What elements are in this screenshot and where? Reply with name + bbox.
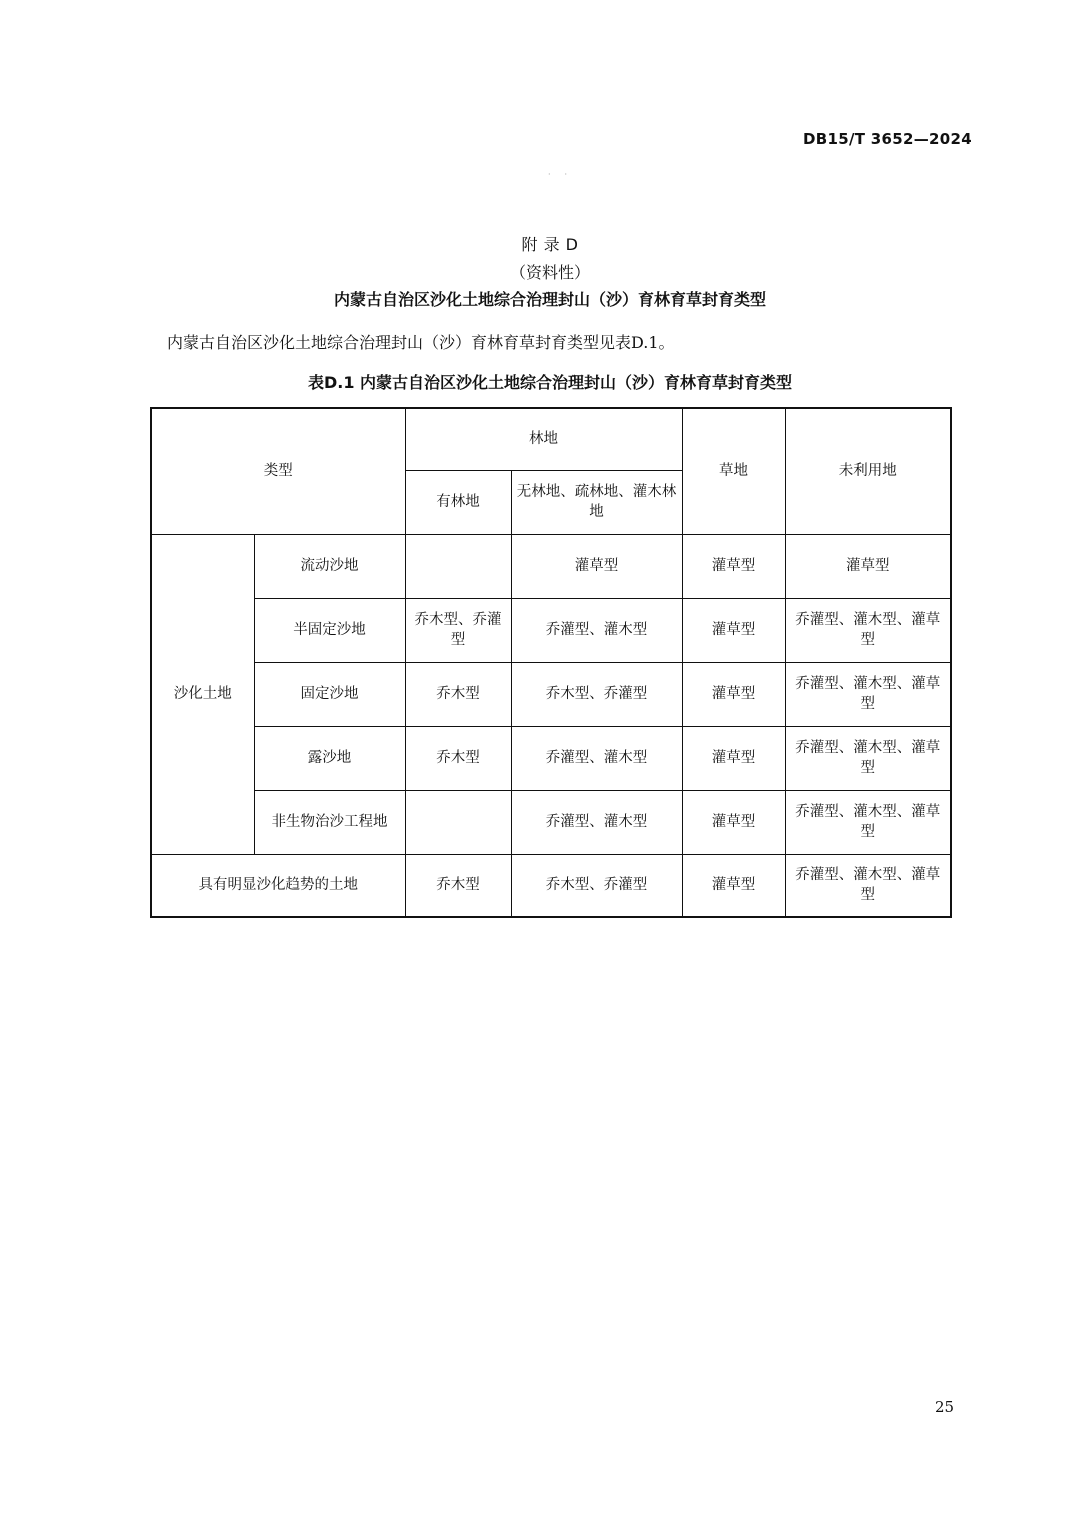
header-grassland: 草地: [682, 408, 785, 534]
row-name: 固定沙地: [254, 662, 405, 726]
enclosure-type-table: [150, 407, 952, 918]
cell-grassland: 灌草型: [682, 854, 785, 917]
cell-unused: 乔灌型、灌木型、灌草型: [785, 598, 951, 662]
appendix-title: 内蒙古自治区沙化土地综合治理封山（沙）育林育草封育类型: [333, 290, 766, 309]
appendix-nature: （资料性）: [509, 263, 590, 282]
row-name: 非生物治沙工程地: [254, 790, 405, 854]
cell-non-forested: 乔灌型、灌木型: [511, 726, 682, 790]
table-caption: 表D.1 内蒙古自治区沙化土地综合治理封山（沙）育林育草封育类型: [307, 373, 793, 392]
header-forest: 林地: [405, 408, 682, 470]
cell-unused: 乔灌型、灌木型、灌草型: [785, 790, 951, 854]
cell-forested: [405, 790, 511, 854]
cell-non-forested: 乔木型、乔灌型: [511, 854, 682, 917]
decorative-dots: ··: [548, 170, 582, 179]
table-row: [151, 790, 951, 854]
cell-grassland: 灌草型: [682, 662, 785, 726]
header-non-forested: 无林地、疏林地、灌木林地: [511, 470, 682, 534]
table-row: [151, 598, 951, 662]
table-header-row: [151, 408, 951, 470]
cell-grassland: 灌草型: [682, 726, 785, 790]
row-name: 具有明显沙化趋势的土地: [151, 854, 405, 917]
cell-forested: 乔木型: [405, 662, 511, 726]
cell-forested: 乔木型: [405, 854, 511, 917]
intro-paragraph: 内蒙古自治区沙化土地综合治理封山（沙）育林育草封育类型见表D.1。: [167, 333, 675, 352]
cell-non-forested: 乔灌型、灌木型: [511, 598, 682, 662]
cell-forested: [405, 534, 511, 598]
table-row: [151, 854, 951, 917]
appendix-label: 附 录 D: [521, 235, 579, 254]
document-number: DB15/T 3652—2024: [803, 130, 972, 148]
row-name: 半固定沙地: [254, 598, 405, 662]
cell-non-forested: 灌草型: [511, 534, 682, 598]
cell-unused: 乔灌型、灌木型、灌草型: [785, 854, 951, 917]
group-label: 沙化土地: [151, 534, 254, 854]
table-row: [151, 726, 951, 790]
table-row: [151, 534, 951, 598]
header-forested: 有林地: [405, 470, 511, 534]
cell-forested: 乔木型、乔灌型: [405, 598, 511, 662]
cell-forested: 乔木型: [405, 726, 511, 790]
page-number: 25: [935, 1398, 955, 1416]
cell-non-forested: 乔木型、乔灌型: [511, 662, 682, 726]
row-name: 流动沙地: [254, 534, 405, 598]
table-row: [151, 662, 951, 726]
cell-unused: 灌草型: [785, 534, 951, 598]
cell-unused: 乔灌型、灌木型、灌草型: [785, 726, 951, 790]
header-type: 类型: [151, 408, 405, 534]
cell-grassland: 灌草型: [682, 790, 785, 854]
cell-non-forested: 乔灌型、灌木型: [511, 790, 682, 854]
cell-grassland: 灌草型: [682, 598, 785, 662]
row-name: 露沙地: [254, 726, 405, 790]
header-unused: 未利用地: [785, 408, 951, 534]
cell-unused: 乔灌型、灌木型、灌草型: [785, 662, 951, 726]
cell-grassland: 灌草型: [682, 534, 785, 598]
